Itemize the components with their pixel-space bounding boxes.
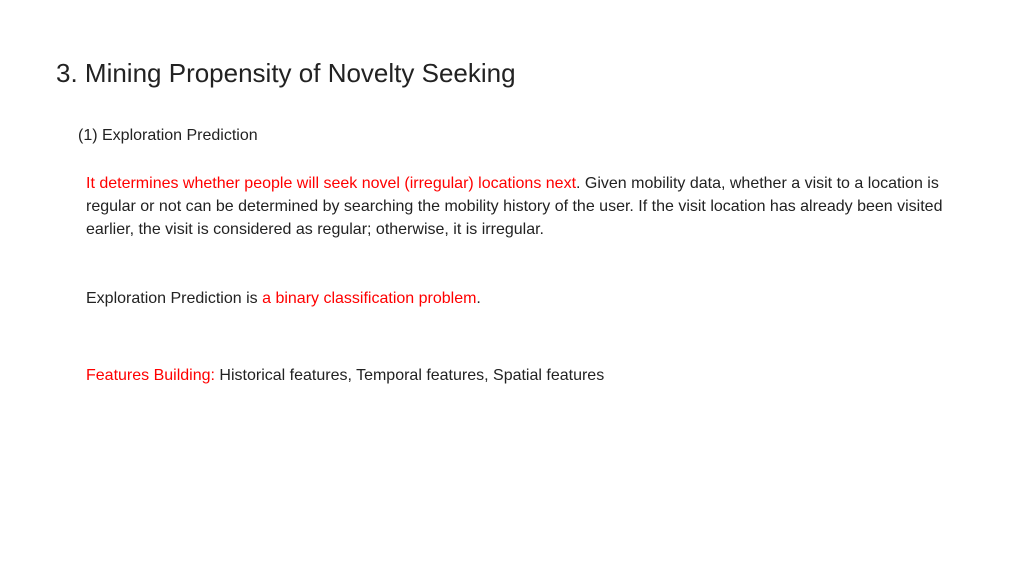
definition-text: . Given mobility data, whether a visit to a location is regular or not can be determined by searching the mobility history of the user. If the visit location has already been visited earlier, the visit is considered as regular; otherwise, it is irregular. [86, 175, 943, 238]
features-label: Features Building: [86, 367, 215, 384]
problem-type-paragraph [86, 287, 956, 310]
definition-highlight: It determines whether people will seek novel (irregular) locations next [86, 175, 577, 192]
problem-type-suffix: . [476, 290, 481, 307]
definition-paragraph [86, 172, 956, 241]
problem-type-highlight: a binary classification problem [262, 290, 477, 307]
problem-type-prefix: Exploration Prediction is [86, 290, 263, 307]
slide-title: 3. Mining Propensity of Novelty Seeking [56, 58, 516, 88]
features-paragraph [86, 364, 956, 387]
section-subtitle: (1) Exploration Prediction [78, 127, 258, 144]
features-list: Historical features, Temporal features, Spatial features [214, 367, 605, 384]
